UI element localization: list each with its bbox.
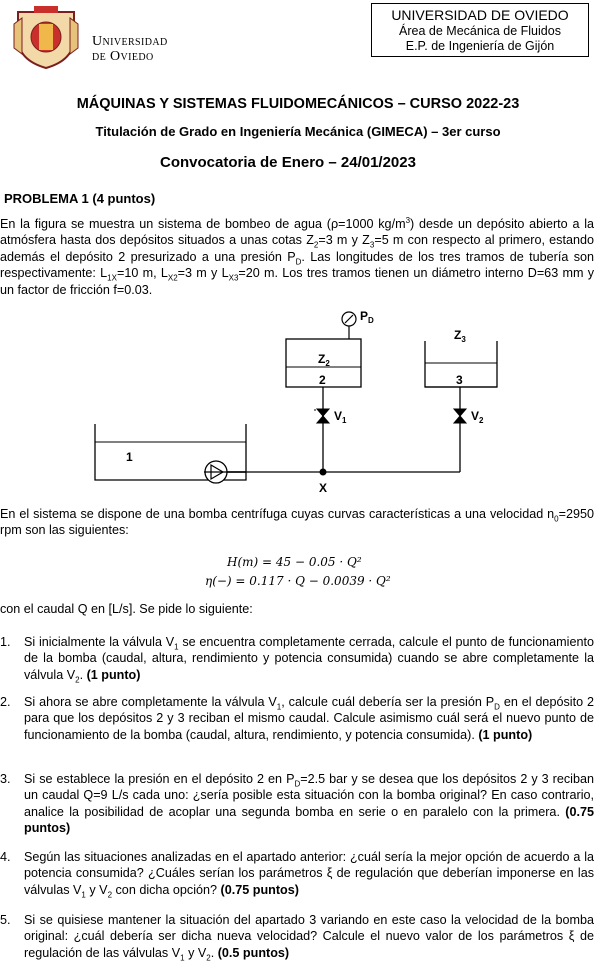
z2-label: $Z_2$ — [318, 352, 330, 368]
tank-3-label: 3 — [456, 373, 463, 387]
question-text: Si inicialmente la válvula V — [24, 635, 175, 649]
question-text: y V — [85, 882, 108, 897]
intro-text: ) desde un depósito abierto a la atmósfera hasta dos depósitos situados a unas cotas Z — [0, 217, 595, 248]
efficiency-equation: η(−) = 0.117 · Q − 0.0039 · Q² — [205, 574, 391, 588]
logo-line-universidad: Universidad — [92, 34, 168, 49]
z3-label: $Z_3$ — [454, 328, 466, 344]
question-points: (1 punto) — [478, 727, 533, 742]
tank-1-label: 1 — [126, 450, 133, 464]
question-points: (1 punto) — [86, 667, 141, 682]
course-title: MÁQUINAS Y SISTEMAS FLUIDOMECÁNICOS – CURSO 2022-23 — [76, 96, 520, 112]
question-text: Si se establece la presión en el depósito 2 en P — [24, 772, 295, 786]
v1-label: $V_1$ — [334, 409, 347, 425]
question-number: 2. — [0, 695, 11, 709]
subscript: 0 — [554, 514, 559, 524]
subscript: D — [295, 257, 302, 267]
subscript: 2 — [107, 890, 113, 900]
question-text: =2.5 bar y se desea que los depósitos 2 y 3 reciban un caudal Q=9 L/s cada uno: ¿sería posible esta situación con la bomba original? En caso contrario, analice la posibilidad de acoplar una segunda bomba en serie o en paralelo con la primera. — [24, 772, 594, 819]
logo-text-block — [92, 34, 168, 64]
intro-text: =20 m. Los tres tramos tienen un diámetro interno D=63 mm y un factor de fricción f=0.03. — [0, 266, 594, 297]
question-text: en el depósito 2 para que los depósitos 2 y 3 reciban el mismo caudal. Calcule asimismo cuál será el nuevo punto de funcionamiento de la bomba (caudal, altura, rendimiento, y potencia consumida). — [24, 695, 594, 742]
subscript: 3 — [369, 240, 375, 250]
junction-label: X — [319, 481, 328, 495]
subscript: 2 — [75, 675, 80, 685]
university-crest-icon — [8, 4, 88, 70]
header-box — [371, 3, 589, 57]
pressure-gauge-icon — [342, 312, 356, 326]
question-points: (0.5 puntos) — [217, 945, 290, 960]
subscript: 1X — [107, 273, 117, 283]
pd-label: $P_D$ — [360, 309, 374, 325]
subscript: 2 — [206, 953, 211, 962]
question-3 — [0, 771, 594, 837]
question-text: , calcule cuál debería ser la presión P — [281, 695, 495, 709]
junction-point — [320, 469, 327, 476]
subscript: 1 — [81, 890, 86, 900]
question-text: . — [210, 945, 218, 960]
question-points: (0.75 puntos) — [24, 804, 594, 836]
subscript: 1 — [180, 953, 185, 962]
subscript: X2 — [167, 273, 178, 283]
question-text: con dicha opción? — [112, 882, 221, 897]
pump-text: =2950 rpm son las siguientes: — [0, 507, 594, 538]
tank-2-label: 2 — [319, 373, 326, 387]
question-4 — [0, 849, 594, 898]
question-number: 4. — [0, 850, 11, 864]
logo-line-oviedo: de Oviedo — [92, 49, 154, 64]
subscript: 1 — [174, 642, 179, 652]
question-number: 5. — [0, 913, 11, 927]
question-text: Si se quisiese mantener la situación del apartado 3 variando en este caso la velocidad de la bomba original: ¿cuál debería ser dicha nueva velocidad? Calcule el nuevo valor de los parámetros ξ de regulación de las válvulas V — [24, 913, 594, 960]
question-5 — [0, 912, 594, 961]
header-area: Área de Mecánica de Fluidos — [399, 24, 561, 38]
question-points: (0.75 puntos) — [220, 882, 299, 897]
intro-text: =10 m, L — [116, 266, 168, 281]
intro-text: =3 m y L — [177, 266, 229, 281]
intro-text: . Las longitudes de los tres tramos de tubería son respectivamente: L — [0, 249, 594, 281]
question-number: 1. — [0, 635, 11, 649]
question-text: Según las situaciones analizadas en el apartado anterior: ¿cuál sería la mejor opción de acuerdo a la potencia consumida? ¿Cuáles serían los parámetros ξ de regulación que deberían imponerse en las válvulas V — [24, 850, 594, 897]
problem-intro — [0, 216, 594, 298]
pump-text: En el sistema se dispone de una bomba centrífuga cuyas curvas características a una velocidad n — [0, 507, 555, 521]
subscript: D — [294, 779, 301, 789]
intro-text: En la figura se muestra un sistema de bombeo de agua (ρ=1000 kg/m — [0, 217, 406, 231]
pump-equations — [205, 553, 391, 591]
header-university: UNIVERSIDAD DE OVIEDO — [391, 7, 569, 23]
question-text: y V — [184, 945, 207, 960]
question-1 — [0, 634, 594, 683]
degree-title: Titulación de Grado en Ingeniería Mecánica (GIMECA) – 3er curso — [95, 124, 501, 139]
units-note: con el caudal Q en [L/s]. Se pide lo siguiente: — [0, 602, 253, 616]
valve-v1-icon — [315, 409, 329, 423]
valve-v2-icon — [454, 409, 466, 423]
intro-text: =5 m con respecto al primero, estando además el depósito 2 presurizado a una presión P — [0, 233, 594, 264]
question-2 — [0, 694, 594, 743]
pump-description — [0, 506, 594, 539]
intro-text: =3 m y Z — [318, 233, 370, 248]
subscript: X3 — [228, 273, 239, 283]
superscript: 3 — [405, 215, 411, 225]
subscript: 2 — [313, 240, 319, 250]
question-text: se encuentra completamente cerrada, calcule el punto de funcionamiento de la bomba (caudal, altura, rendimiento y potencia consumida) cuando se abre completamente la válvula V — [24, 635, 594, 682]
subscript: D — [494, 702, 500, 712]
problem-label: PROBLEMA 1 (4 puntos) — [4, 191, 156, 206]
subscript: 1 — [276, 702, 282, 712]
v2-label: $V_2$ — [471, 409, 484, 425]
header-school: E.P. de Ingeniería de Gijón — [405, 39, 555, 53]
question-number: 3. — [0, 772, 11, 786]
head-equation: H(m) = 45 − 0.05 · Q² — [227, 555, 362, 569]
question-text: . — [79, 667, 87, 682]
pumping-system-diagram — [88, 306, 508, 496]
session-title: Convocatoria de Enero – 24/01/2023 — [160, 154, 416, 171]
question-text: Si ahora se abre completamente la válvula V — [24, 695, 277, 709]
